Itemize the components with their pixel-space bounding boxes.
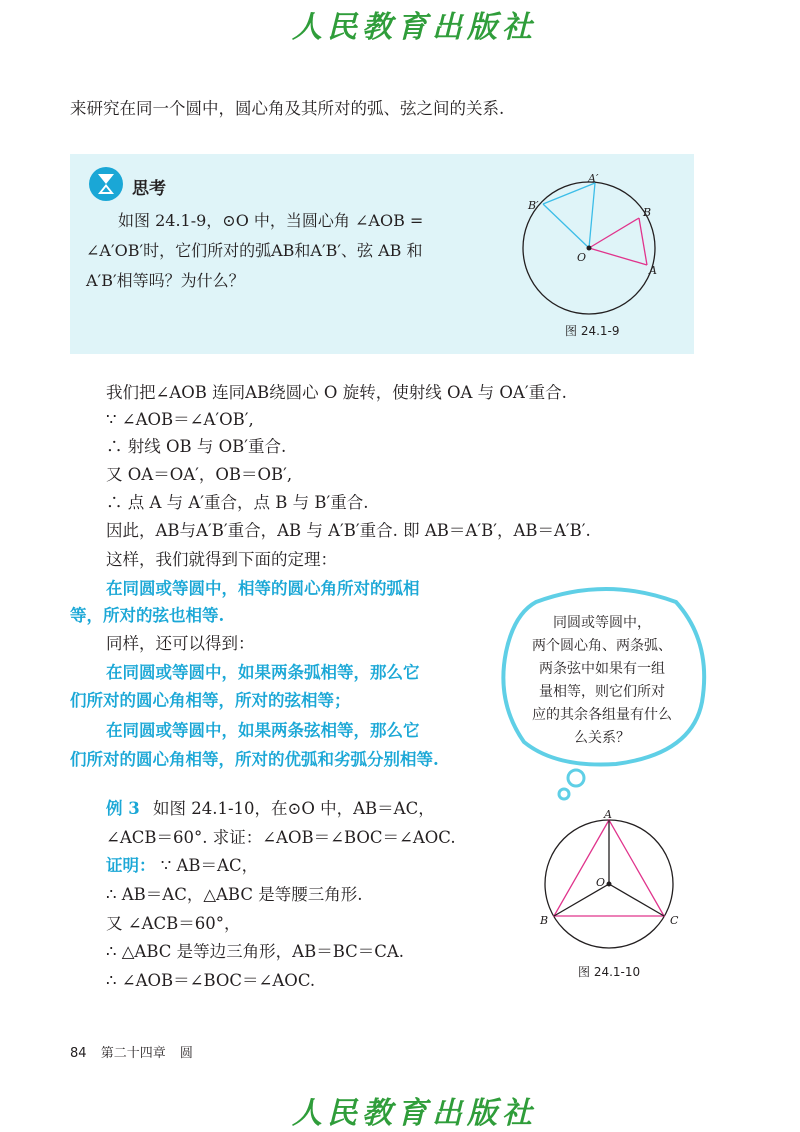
proof-line-4: 又 OA＝OA′，OB＝OB′, xyxy=(106,465,293,484)
figure-24-1-9 xyxy=(515,168,675,318)
center-point xyxy=(587,246,592,251)
section-name: 圆 xyxy=(179,1046,193,1061)
figure-24-1-10 xyxy=(530,808,690,958)
theorem-line-1: 在同圆或等圆中，相等的圆心角所对的弧相 xyxy=(106,579,420,598)
corollary1-line-1: 在同圆或等圆中，如果两条弧相等，那么它 xyxy=(106,663,420,682)
page-footer xyxy=(70,1042,203,1061)
label-a: A xyxy=(649,264,657,277)
center-point xyxy=(607,882,612,887)
bubble-line: 量相等，则它们所对 xyxy=(539,684,665,700)
example-step-2: 又 ∠ACB＝60°， xyxy=(106,914,241,933)
bubble-line: 应的其余各组量有什么 xyxy=(532,707,672,723)
label-a: A xyxy=(604,808,612,821)
example-line-2: ∠ACB＝60°. 求证：∠AOB＝∠BOC＝∠AOC. xyxy=(106,828,456,847)
think-icon xyxy=(88,166,124,202)
bubble-line: 么关系？ xyxy=(574,730,630,746)
proof-line-2: ∵ ∠AOB＝∠A′OB′, xyxy=(106,410,254,429)
publisher-logo-top: 人民教育出版社 xyxy=(292,10,537,45)
proof-line-5: ∴ 点 A 与 A′重合，点 B 与 B′重合. xyxy=(106,493,369,512)
publisher-logo-bottom: 人民教育出版社 xyxy=(292,1096,537,1131)
think-line-2: ∠A′OB′时，它们所对的弧AB和A′B′、弦 AB 和 xyxy=(86,241,423,260)
proof-line-6: 因此，AB与A′B′重合，AB 与 A′B′重合. 即 AB＝A′B′，AB＝A′B′. xyxy=(106,521,591,540)
chapter-name: 第二十四章 xyxy=(100,1046,166,1061)
label-b: B xyxy=(643,206,652,219)
think-line-1: 如图 24.1-9，⊙O 中，当圆心角 ∠AOB = xyxy=(118,211,424,230)
bubble-line: 两个圆心角、两条弧、 xyxy=(532,638,672,654)
theorem-line-2: 等，所对的弦也相等. xyxy=(70,606,225,625)
example-heading xyxy=(106,798,435,820)
proof-start xyxy=(106,855,258,877)
intro-text: 来研究在同一个圆中，圆心角及其所对的弧、弦之间的关系. xyxy=(70,99,505,118)
example-label: 例 3 xyxy=(106,799,140,818)
similarly-text: 同样，还可以得到： xyxy=(106,634,255,653)
label-c: C xyxy=(670,914,679,927)
proof-line-1: 我们把∠AOB 连同AB绕圆心 O 旋转，使射线 OA 与 OA′重合. xyxy=(106,383,567,402)
proof-first: ∵ AB＝AC， xyxy=(160,856,259,875)
example-step-4: ∴ ∠AOB＝∠BOC＝∠AOC. xyxy=(106,971,316,990)
page-number: 84 xyxy=(70,1046,87,1061)
figure-caption-24-1-10: 图 24.1-10 xyxy=(578,965,641,979)
label-o: O xyxy=(596,876,606,889)
bubble-text xyxy=(518,612,686,750)
think-title: 思考 xyxy=(132,179,166,199)
corollary1-line-2: 们所对的圆心角相等，所对的弦相等； xyxy=(70,691,351,710)
label-b-prime: B′ xyxy=(528,199,539,212)
bubble-line: 两条弦中如果有一组 xyxy=(539,661,665,677)
think-line-3: A′B′相等吗？为什么？ xyxy=(86,271,245,290)
label-o: O xyxy=(577,251,587,264)
example-step-3: ∴ △ABC 是等边三角形，AB＝BC＝CA. xyxy=(106,942,405,961)
label-b: B xyxy=(540,914,549,927)
proof-line-7: 这样，我们就得到下面的定理： xyxy=(106,550,337,569)
proof-line-3: ∴ 射线 OB 与 OB′重合. xyxy=(106,437,287,456)
bubble-line: 同圆或等圆中， xyxy=(553,615,651,631)
corollary2-line-2: 们所对的圆心角相等，所对的优弧和劣弧分别相等. xyxy=(70,750,439,769)
figure-caption-24-1-9: 图 24.1-9 xyxy=(565,324,620,338)
proof-label: 证明： xyxy=(106,856,156,875)
label-a-prime: A′ xyxy=(588,172,599,185)
example-step-1: ∴ AB＝AC，△ABC 是等腰三角形. xyxy=(106,885,363,904)
corollary2-line-1: 在同圆或等圆中，如果两条弦相等，那么它 xyxy=(106,721,420,740)
example-line-1: 如图 24.1-10，在⊙O 中，AB＝AC， xyxy=(152,799,435,818)
